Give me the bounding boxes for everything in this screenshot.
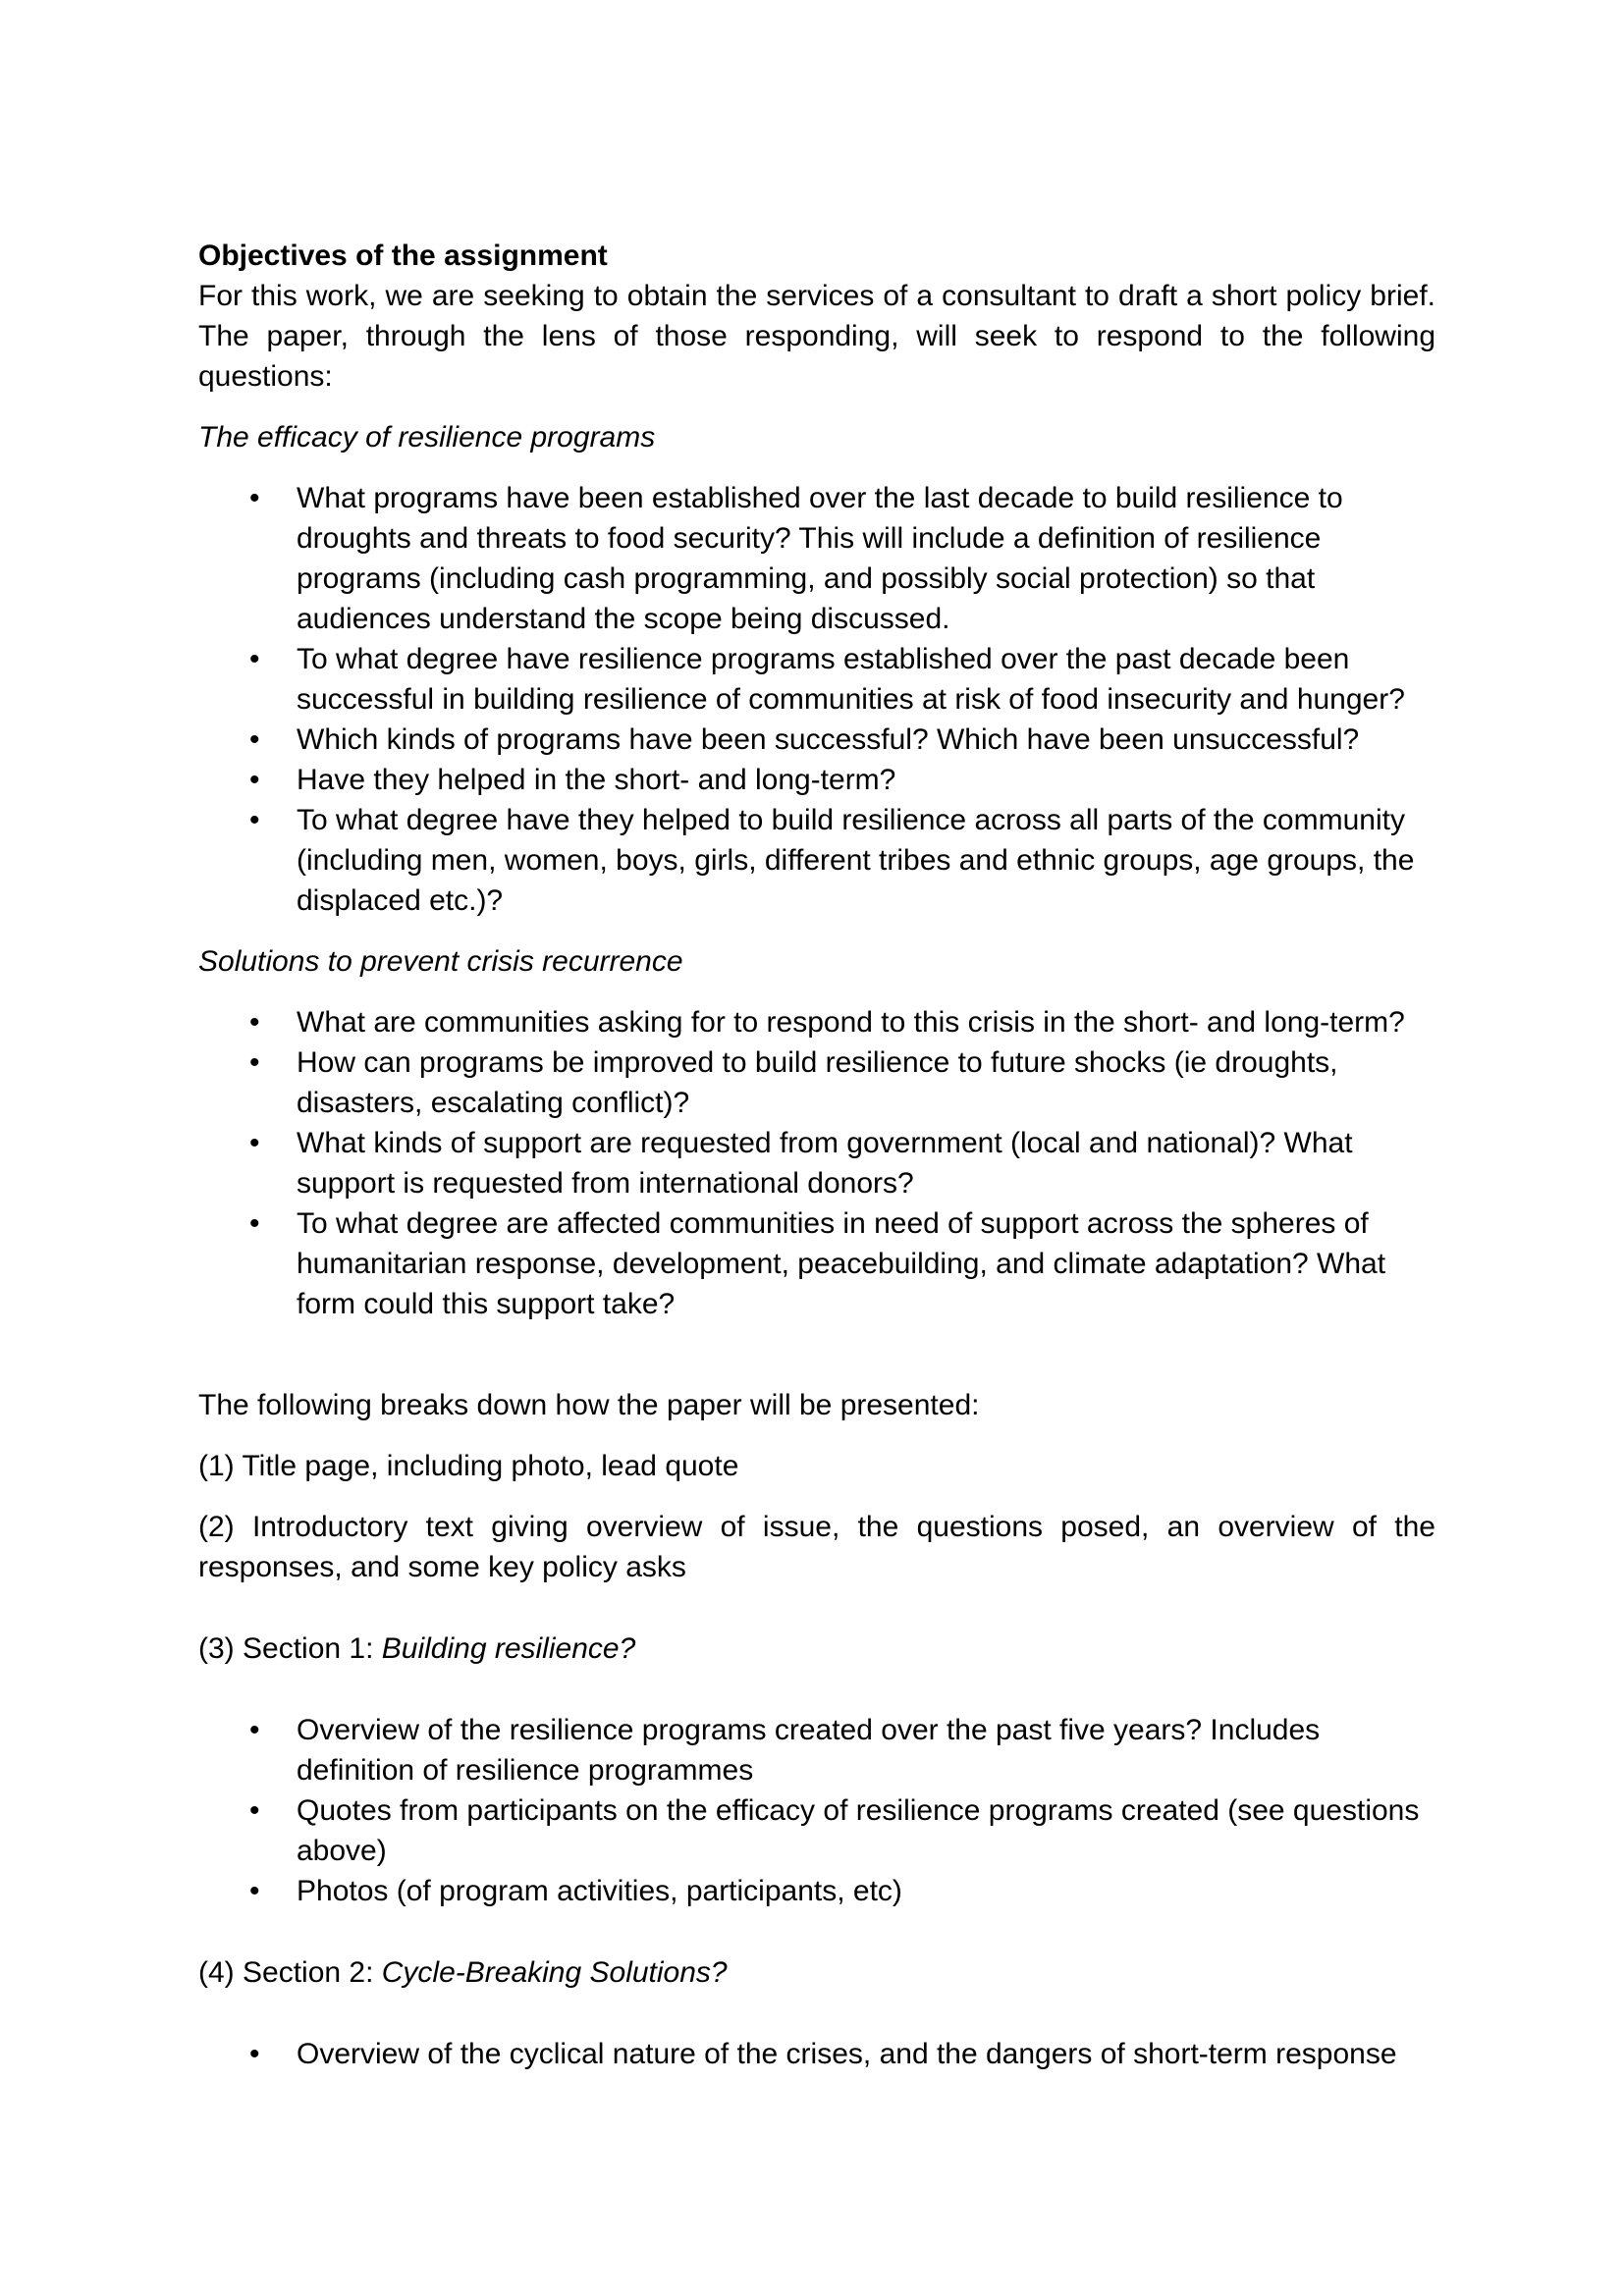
solutions-list [198, 1002, 1435, 1324]
section-1-prefix: (3) Section 1: [198, 1632, 382, 1665]
solutions-subheading: Solutions to prevent crisis recurrence [198, 945, 683, 978]
list-item: • To what degree have they helped to build resilience across all parts of the community (including men, women, boys, girls, different tribes and ethnic groups, age groups, the displaced etc.)? [198, 800, 1435, 921]
list-item: • Photos (of program activities, participants, etc) [198, 1871, 1435, 1911]
section-1-name: Building resilience? [381, 1632, 636, 1665]
list-item: • To what degree have resilience programs established over the past decade been successful in building resilience of communities at risk of food insecurity and hunger? [198, 639, 1435, 720]
intro-paragraph: For this work, we are seeking to obtain the services of a consultant to draft a short policy brief. The paper, through the lens of those responding, will seek to respond to the following questions: [198, 280, 1435, 393]
list-item: • Overview of the resilience programs created over the past five years? Includes definition of resilience programmes [198, 1710, 1435, 1790]
efficacy-list [198, 478, 1435, 921]
efficacy-subheading: The efficacy of resilience programs [198, 421, 656, 454]
section-2-title [198, 1952, 1435, 1993]
list-item: • What are communities asking for to respond to this crisis in the short- and long-term? [198, 1002, 1435, 1042]
breakdown-intro: The following breaks down how the paper will be presented: [198, 1389, 980, 1421]
section-heading: Objectives of the assignment [198, 240, 608, 272]
list-item: • How can programs be improved to build resilience to future shocks (ie droughts, disasters, escalating conflict)? [198, 1042, 1435, 1123]
list-item: • Which kinds of programs have been successful? Which have been unsuccessful? [198, 720, 1435, 760]
breakdown-point-1: (1) Title page, including photo, lead quote [198, 1450, 739, 1482]
list-item: • To what degree are affected communities in need of support across the spheres of humanitarian response, development, peacebuilding, and climate adaptation? What form could this support take? [198, 1203, 1435, 1324]
section-2-prefix: (4) Section 2: [198, 1956, 382, 1989]
breakdown-point-2: (2) Introductory text giving overview of issue, the questions posed, an overview of the responses, and some key policy asks [198, 1511, 1435, 1583]
list-item: • Quotes from participants on the efficacy of resilience programs created (see questions above) [198, 1790, 1435, 1871]
section-2-name: Cycle-Breaking Solutions? [381, 1956, 728, 1989]
list-item: • What programs have been established over the last decade to build resilience to droughts and threats to food security? This will include a definition of resilience programs (including cash programming, and possibly social protection) so that audiences understand the scope being discussed. [198, 478, 1435, 639]
section-1-title [198, 1629, 1435, 1669]
section-1-list [198, 1710, 1435, 1911]
list-item: • Overview of the cyclical nature of the crises, and the dangers of short-term response [198, 2034, 1435, 2074]
document-page [198, 236, 1435, 2074]
list-item: • Have they helped in the short- and long-term? [198, 760, 1435, 800]
list-item: • What kinds of support are requested from government (local and national)? What support is requested from international donors? [198, 1123, 1435, 1203]
section-2-list [198, 2034, 1435, 2074]
